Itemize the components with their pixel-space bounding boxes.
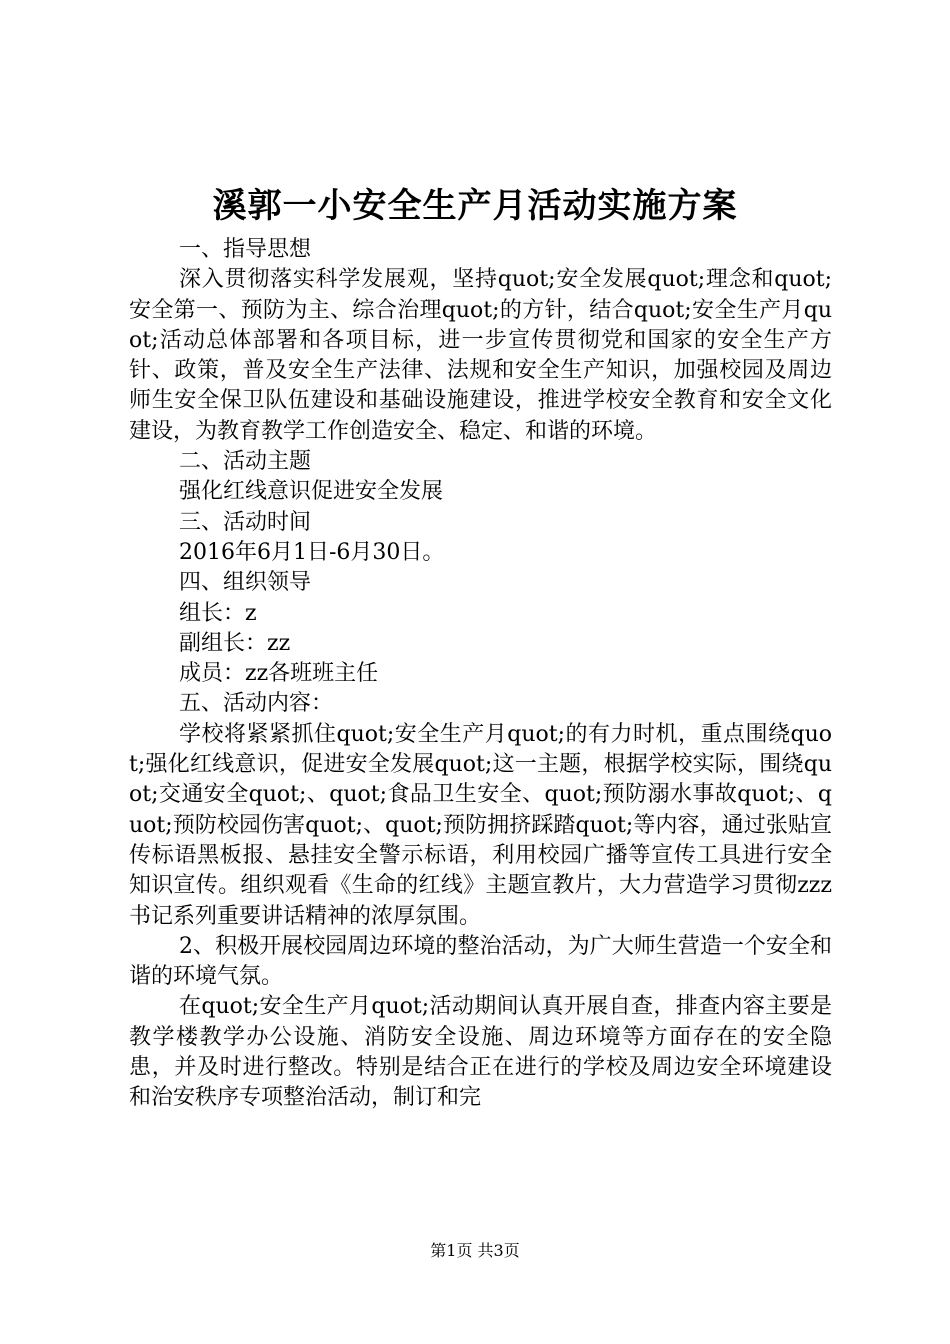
paragraph-guiding-ideology: 深入贯彻落实科学发展观，坚持quot;安全发展quot;理念和quot;安全第一、预防为主、综合治理quot;的方针，结合quot;安全生产月quot;活动总体部署和各项目标，进一步宣传贯彻党和国家的安全生产方针、政策，普及安全生产法律、法规和安全生产知识，加强校园及周边师生安全保卫队伍建设和基础设施建设，推进学校安全教育和安全文化建设，为教育教学工作创造安全、稳定、和谐的环境。 [129, 267, 832, 444]
document-title: 溪郭一小安全生产月活动实施方案 [212, 186, 738, 226]
section-heading-time: 三、活动时间 [179, 509, 312, 535]
paragraph-time: 2016年6月1日-6月30日。 [179, 539, 445, 565]
paragraph-content-3: 在quot;安全生产月quot;活动期间认真开展自查，排查内容主要是教学楼教学办公设施、消防安全设施、周边环境等方面存在的安全隐患，并及时进行整改。特别是结合正在进行的学校及周边安全环境建设和治安秩序专项整治活动，制订和完 [129, 994, 832, 1111]
paragraph-leader: 组长：z [179, 600, 257, 626]
document-body [129, 235, 832, 1114]
paragraph-members: 成员：zz各班班主任 [179, 661, 379, 687]
section-heading-leadership: 四、组织领导 [179, 570, 312, 596]
paragraph-deputy-leader: 副组长：zz [179, 630, 291, 656]
paragraph-theme: 强化红线意识促进安全发展 [179, 479, 444, 505]
paragraph-content-2: 2、积极开展校园周边环境的整治活动，为广大师生营造一个安全和谐的环境气氛。 [129, 933, 832, 990]
section-heading-theme: 二、活动主题 [179, 449, 312, 475]
section-heading-guiding-ideology: 一、指导思想 [179, 237, 312, 262]
paragraph-content-1: 学校将紧紧抓住quot;安全生产月quot;的有力时机，重点围绕quot;强化红线意识，促进安全发展quot;这一主题，根据学校实际，围绕quot;交通安全quot;、quot;食品卫生安全、quot;预防溺水事故quot;、quot;预防校园伤害quot;、quot;预防拥挤踩踏quot;等内容，通过张贴宣传标语黑板报、悬挂安全警示标语，利用校园广播等宣传工具进行安全知识宣传。组织观看《生命的红线》主题宣教片，大力营造学习贯彻zzz书记系列重要讲话精神的浓厚氛围。 [129, 721, 832, 929]
section-heading-content: 五、活动内容： [179, 691, 334, 717]
page-number-footer: 第1页 共3页 [430, 1241, 520, 1260]
